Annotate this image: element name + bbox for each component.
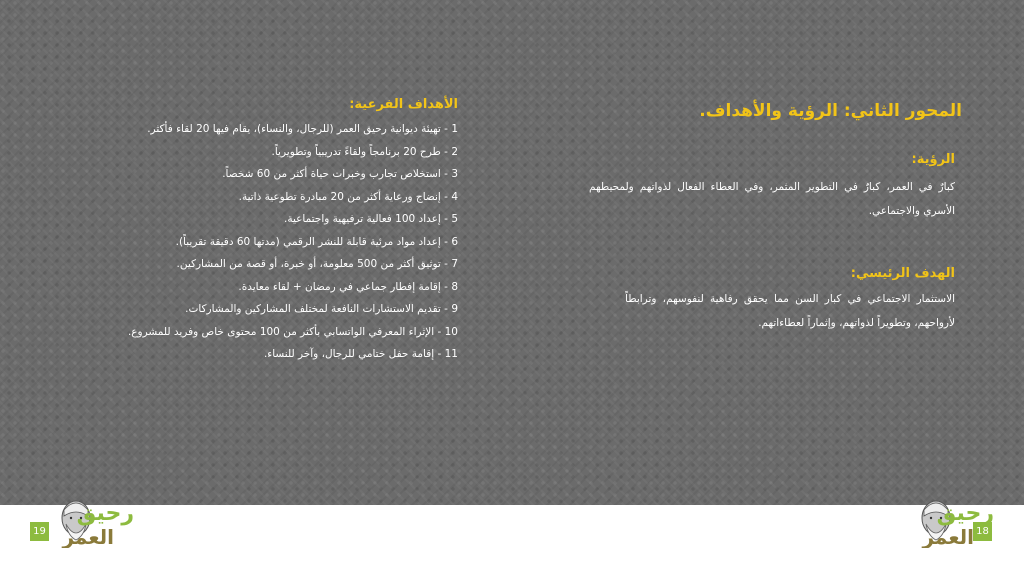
- subgoals-list: [34, 118, 458, 366]
- logo-text-bottom: العمر: [922, 525, 974, 548]
- main-title: المحور الثاني: الرؤية والأهداف.: [699, 101, 962, 121]
- project-logo-left: [44, 490, 148, 548]
- list-item: 9 - تقديم الاستشارات النافعة لمختلف المشاركين والمشاركات.: [185, 303, 458, 315]
- page-number-right: 18: [973, 522, 992, 541]
- list-item: 5 - إعداد 100 فعالية ترفيهية واجتماعية.: [284, 213, 458, 225]
- list-item: 3 - استخلاص تجارب وخبرات حياة أكثر من 60 شخصاً.: [222, 168, 458, 180]
- list-item: 11 - إقامة حفل ختامي للرجال، وآخر للنساء.: [263, 348, 458, 360]
- project-logo-right: [904, 490, 1008, 548]
- main-goal-text: الاستثمار الاجتماعي في كبار السن مما يحقق رفاهية لنفوسهم، وترابطاً لأرواحهم، وتطويراً لذواتهم، وإثماراً لعطاءاتهم.: [625, 293, 955, 329]
- list-item: 2 - طرح 20 برنامجاً ولقاءً تدريبياً وتطويرياً.: [271, 145, 458, 158]
- list-item: 4 - إنضاج ورعاية أكثر من 20 مبادرة تطوعية ذاتية.: [238, 190, 458, 203]
- list-item: 7 - توثيق أكثر من 500 معلومة، أو خبرة، أو قصة من المشاركين.: [176, 258, 458, 270]
- vision-text: كبارٌ في العمر، كبارٌ في التطوير المثمر، وفي العطاء الفعال لذواتهم ولمحيطهم الأسري والاجتماعي.: [589, 181, 955, 217]
- page-number-left: 19: [30, 522, 49, 541]
- logo-text-bottom: العمر: [62, 525, 114, 548]
- list-item: 6 - إعداد مواد مرئية قابلة للنشر الرقمي (مدتها 60 دقيقة تقريباً).: [175, 235, 458, 248]
- main-goal-heading: الهدف الرئيسي:: [850, 266, 955, 281]
- logo-text-top: رحيق: [76, 501, 134, 526]
- list-item: 8 - إقامة إفطار جماعي في رمضان + لقاء معايدة.: [238, 280, 458, 293]
- list-item: 10 - الإثراء المعرفي الواتسابي بأكثر من 100 محتوى خاص وفريد للمشروع.: [127, 325, 458, 338]
- logo-text-top: رحيق: [936, 501, 994, 526]
- list-item: 1 - تهيئة ديوانية رحيق العمر (للرجال، والنساء)، يقام فيها 20 لقاء فأكثر.: [147, 123, 458, 135]
- subgoals-heading: الأهداف الفرعية:: [349, 97, 458, 112]
- footer-bar: [0, 505, 1024, 572]
- vision-heading: الرؤية:: [911, 152, 955, 167]
